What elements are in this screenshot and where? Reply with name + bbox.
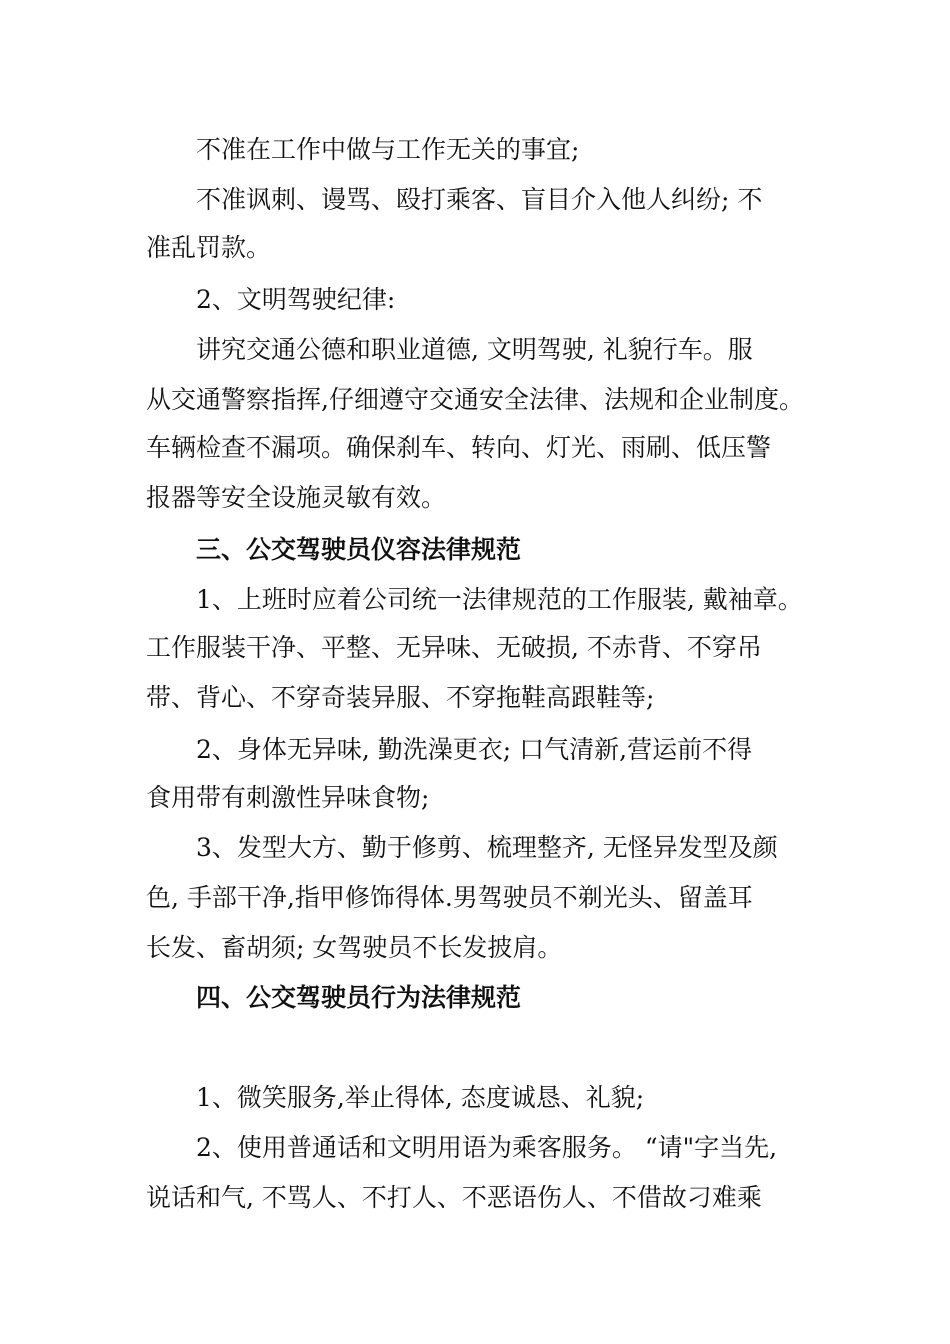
paragraph-line: 讲究交通公德和职业道德, 文明驾驶, 礼貌行车。服 xyxy=(196,335,753,364)
paragraph-line: 说话和气, 不骂人、不打人、不恶语伤人、不借故刁难乘 xyxy=(146,1183,762,1212)
paragraph-line: 3、发型大方、勤于修剪、梳理整齐, 无怪异发型及颜 xyxy=(196,833,778,862)
paragraph-line: 不准讽刺、谩骂、殴打乘客、盲目介入他人纠纷; 不 xyxy=(196,185,763,214)
paragraph-line: 从交通警察指挥,仔细遵守交通安全法律、法规和企业制度。 xyxy=(146,385,804,414)
paragraph-line: 1、上班时应着公司统一法律规范的工作服装, 戴袖章。 xyxy=(196,585,803,614)
paragraph-line: 食用带有刺激性异味食物; xyxy=(146,783,430,812)
paragraph-line: 1、微笑服务,举止得体, 态度诚恳、礼貌; xyxy=(196,1083,645,1112)
paragraph-line: 准乱罚款。 xyxy=(146,233,272,262)
paragraph-line: 工作服装干净、平整、无异味、无破损, 不赤背、不穿吊 xyxy=(146,633,762,662)
paragraph-line: 色, 手部干净,指甲修饰得体.男驾驶员不剃光头、留盖耳 xyxy=(146,883,753,912)
paragraph-line: 2、使用普通话和文明用语为乘客服务。 “请"字当先, xyxy=(196,1133,778,1162)
paragraph-line: 带、背心、不穿奇装异服、不穿拖鞋高跟鞋等; xyxy=(146,683,655,712)
paragraph-line: 报器等安全设施灵敏有效。 xyxy=(146,483,447,512)
paragraph-line: 不准在工作中做与工作无关的事宜; xyxy=(196,135,580,164)
paragraph-line: 长发、畜胡须; 女驾驶员不长发披肩。 xyxy=(146,933,563,962)
paragraph-line: 车辆检查不漏项。确保刹车、转向、灯光、雨刷、低压警 xyxy=(146,433,772,462)
section-heading: 四、公交驾驶员行为法律规范 xyxy=(196,983,522,1012)
paragraph-line: 2、身体无异味, 勤洗澡更衣; 口气清新,营运前不得 xyxy=(196,735,753,764)
section-heading: 三、公交驾驶员仪容法律规范 xyxy=(196,535,522,564)
paragraph-line: 2、文明驾驶纪律: xyxy=(196,285,396,314)
